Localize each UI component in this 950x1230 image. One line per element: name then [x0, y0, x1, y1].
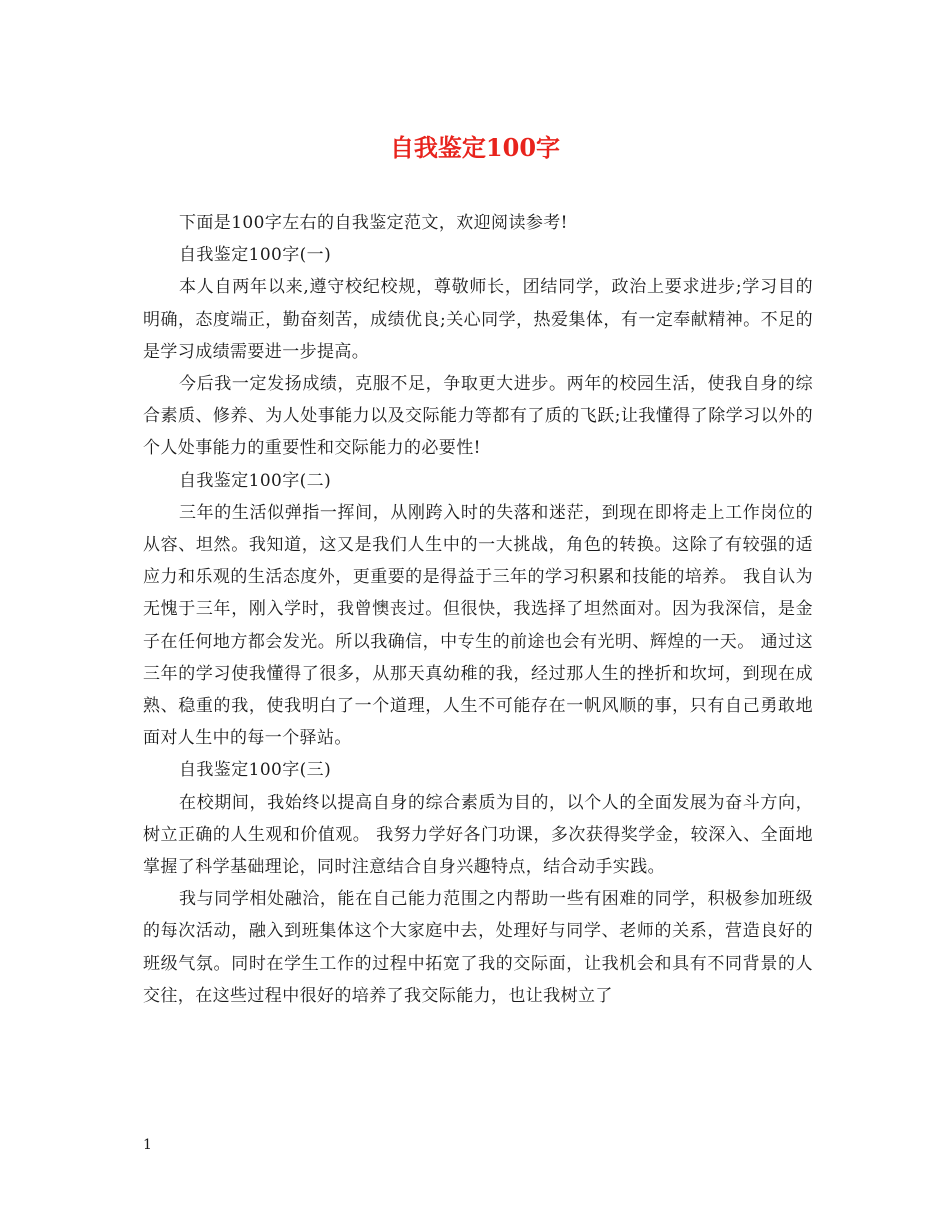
section-heading-1: 自我鉴定100字(一)	[179, 245, 332, 266]
section-heading-2: 自我鉴定100字(二)	[179, 470, 332, 491]
page-number: 1	[143, 1137, 152, 1153]
section-2-paragraph-1: 三年的生活似弹指一挥间，从刚跨入时的失落和迷茫，到现在即将走上工作岗位的从容、坦然。我知道，这又是我们人生中的一大挑战，角色的转换。这除了有较强的适应力和乐观的生活态度外，更重要的是得益于三年的学习积累和技能的培养。 我自认为无愧于三年，刚入学时，我曾懊丧过。但很快，我选择了坦然面对。因为我深信，是金子在任何地方都会发光。所以我确信，中专生的前途也会有光明、辉煌的一天。 通过这三年的学习使我懂得了很多，从那天真幼稚的我，经过那人生的挫折和坎坷，到现在成熟、稳重的我，使我明白了一个道理，人生不可能存在一帆风顺的事，只有自己勇敢地面对人生中的每一个驿站。	[143, 502, 813, 749]
document-body	[143, 207, 813, 1012]
intro-paragraph: 下面是100字左右的自我鉴定范文，欢迎阅读参考!	[179, 213, 568, 233]
section-1-paragraph-1: 本人自两年以来,遵守校纪校规，尊敬师长，团结同学，政治上要求进步;学习目的明确，态度端正，勤奋刻苦，成绩优良;关心同学，热爱集体，有一定奉献精神。不足的是学习成绩需要进一步提高。	[143, 277, 813, 362]
section-1-paragraph-2: 今后我一定发扬成绩，克服不足，争取更大进步。两年的校园生活，使我自身的综合素质、修养、为人处事能力以及交际能力等都有了质的飞跃;让我懂得了除学习以外的个人处事能力的重要性和交际能力的必要性!	[143, 374, 813, 459]
page-title: 自我鉴定100字	[389, 133, 561, 162]
section-3-paragraph-2: 我与同学相处融洽，能在自己能力范围之内帮助一些有困难的同学，积极参加班级的每次活动，融入到班集体这个大家庭中去，处理好与同学、老师的关系，营造良好的班级气氛。同时在学生工作的过程中拓宽了我的交际面，让我机会和具有不同背景的人交往，在这些过程中很好的培养了我交际能力，也让我树立了	[143, 889, 813, 1006]
section-heading-3: 自我鉴定100字(三)	[179, 760, 332, 781]
section-3-paragraph-1: 在校期间，我始终以提高自身的综合素质为目的，以个人的全面发展为奋斗方向，树立正确的人生观和价值观。 我努力学好各门功课，多次获得奖学金，较深入、全面地掌握了科学基础理论，同时注意结合自身兴趣特点，结合动手实践。	[143, 792, 813, 878]
